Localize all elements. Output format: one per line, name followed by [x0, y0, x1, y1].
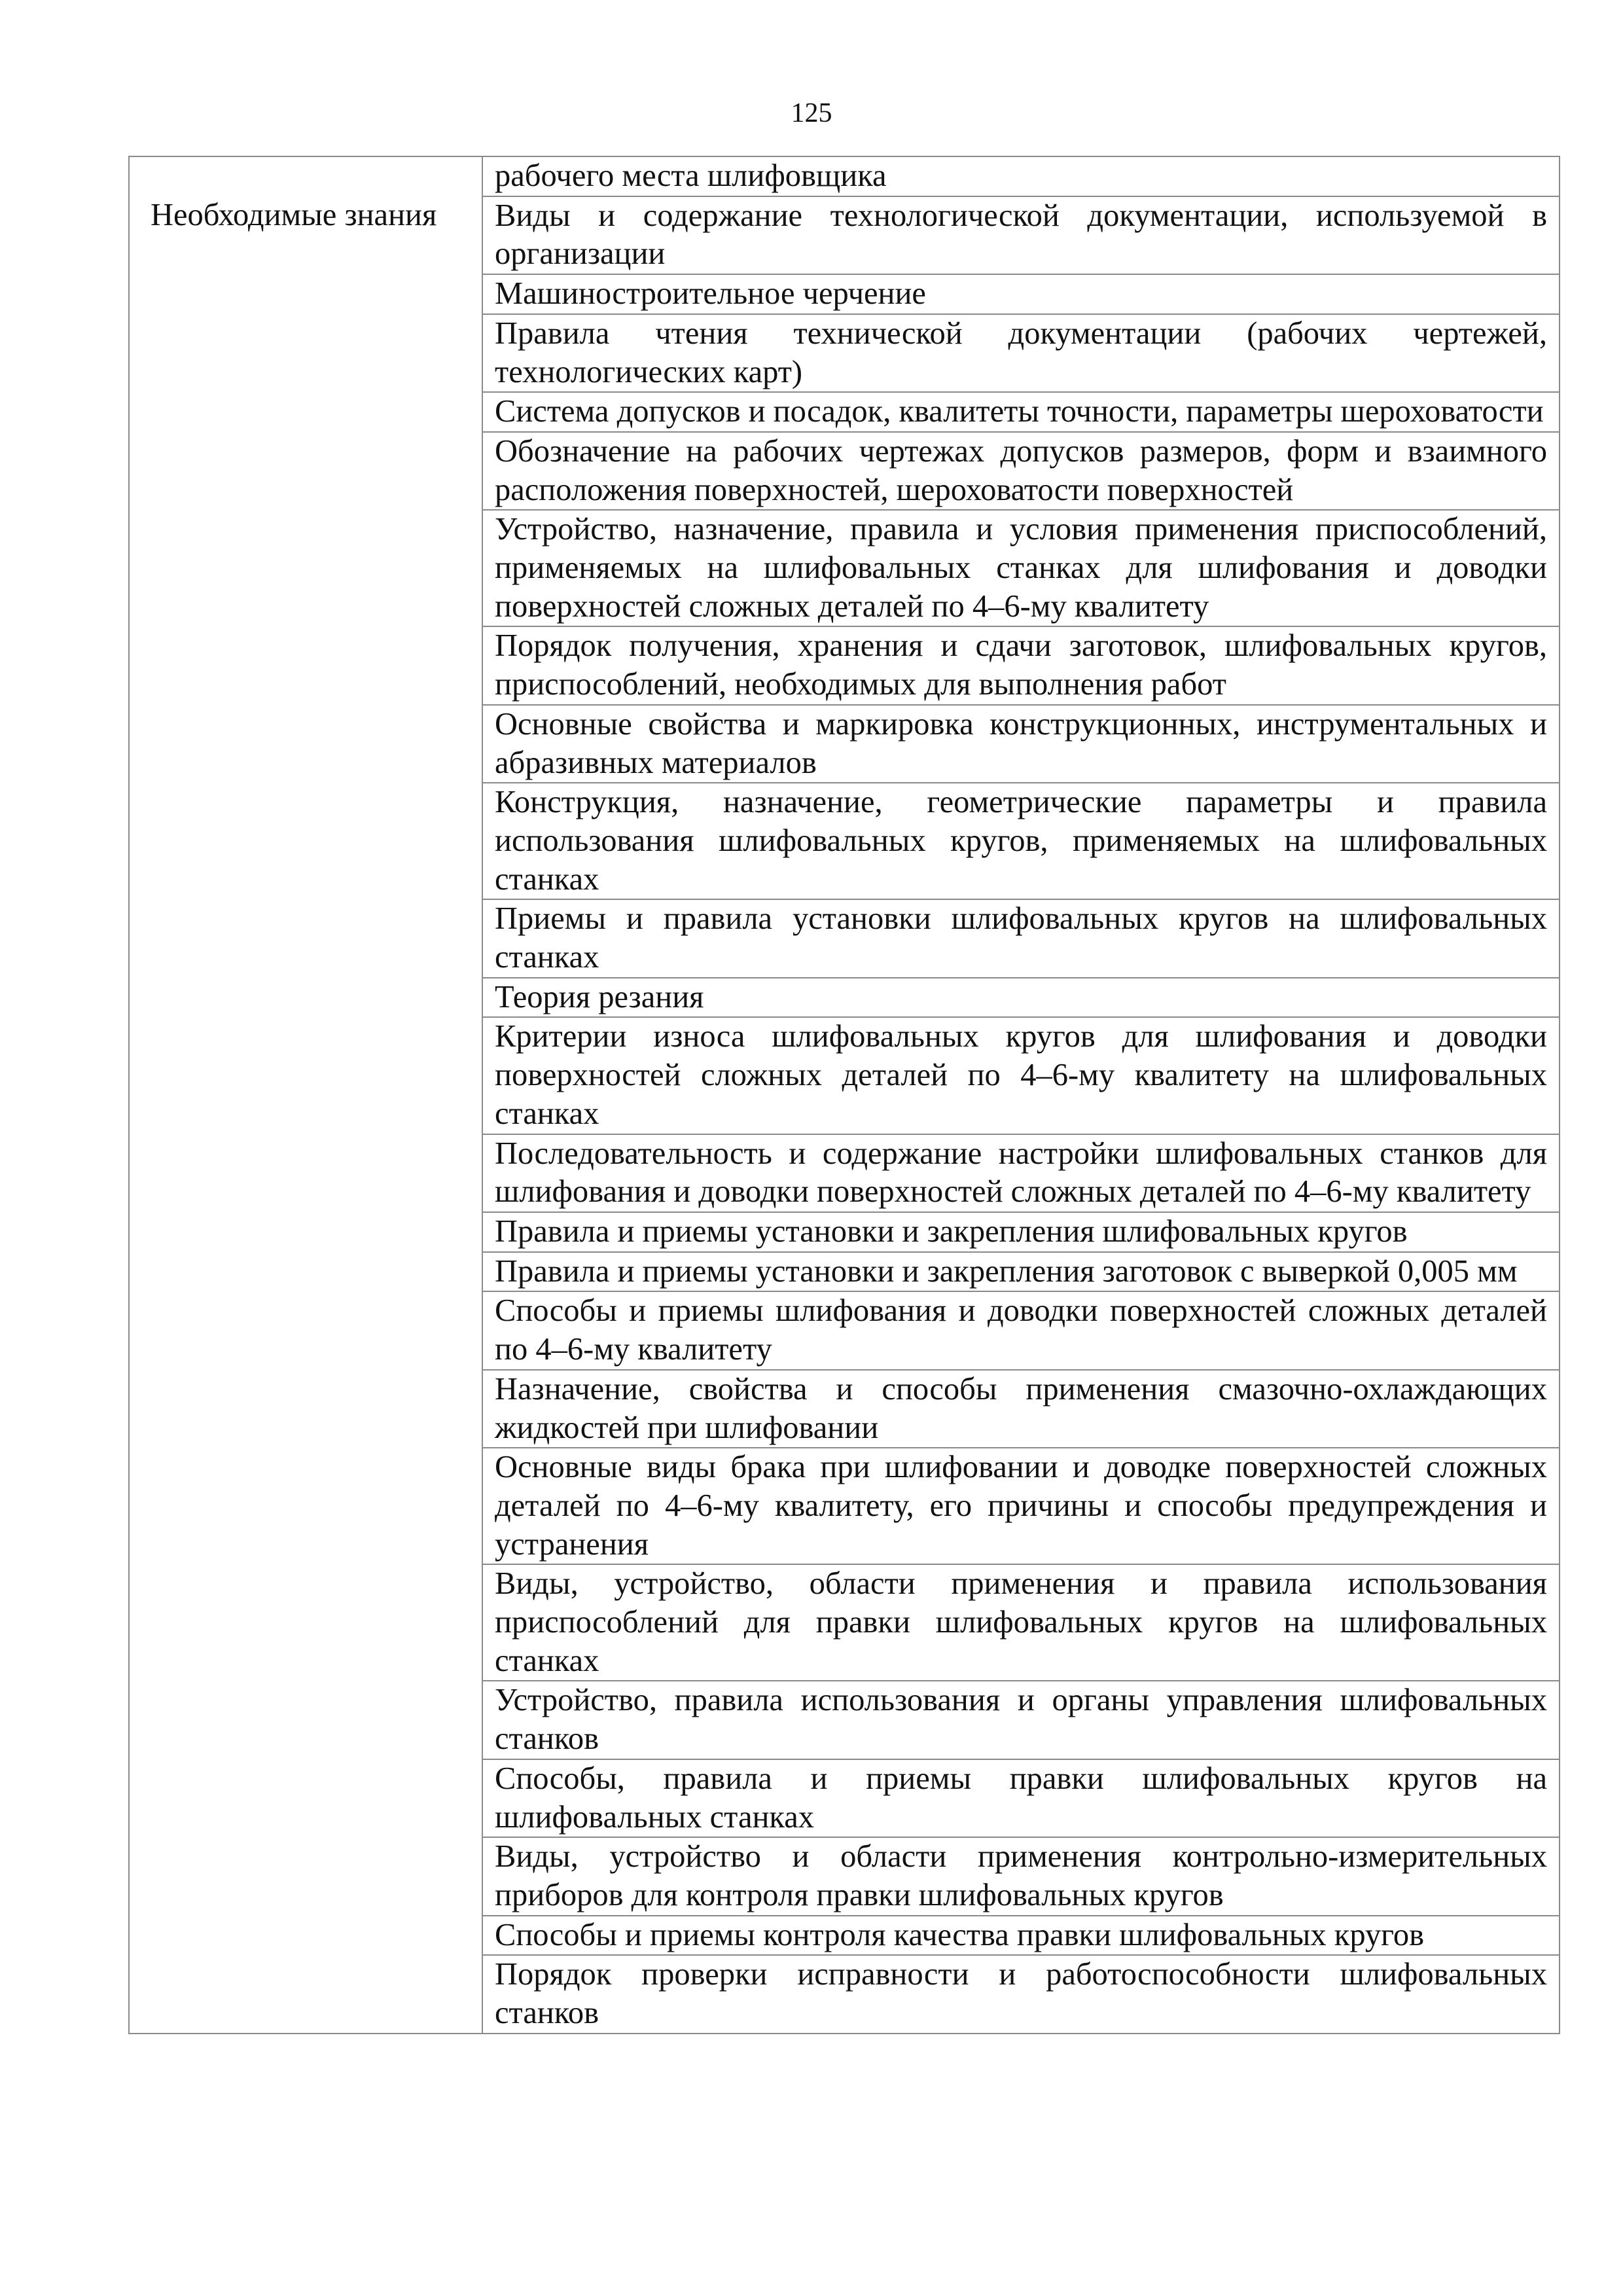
page-number: 125: [791, 98, 832, 128]
knowledge-item: Устройство, правила использования и органы управления шлифовальных станков: [495, 1683, 1547, 1757]
knowledge-item: Конструкция, назначение, геометрические параметры и правила использования шлифовальных кругов, применяемых на шлифовальных станках: [495, 785, 1547, 897]
knowledge-item-cell: [482, 510, 1560, 626]
knowledge-item: Назначение, свойства и способы применения смазочно-охлаждающих жидкостей при шлифовании: [495, 1371, 1547, 1445]
knowledge-item: Основные виды брака при шлифовании и доводке поверхностей сложных деталей по 4–6-му квалитету, его причины и способы предупреждения и устранения: [495, 1450, 1547, 1562]
knowledge-item-cell: [482, 314, 1560, 392]
knowledge-item-cell: [482, 705, 1560, 783]
knowledge-item: Способы, правила и приемы правки шлифовальных кругов на шлифовальных станках: [495, 1761, 1547, 1835]
knowledge-item-cell: [482, 432, 1560, 510]
knowledge-item: Теория резания: [495, 979, 704, 1014]
knowledge-item: Основные свойства и маркировка конструкционных, инструментальных и абразивных материалов: [495, 706, 1547, 780]
knowledge-item-cell: [482, 392, 1560, 432]
knowledge-item-cell: [482, 1448, 1560, 1564]
knowledge-item-cell: [482, 1134, 1560, 1212]
table-row: [129, 196, 1560, 274]
knowledge-item: Последовательность и содержание настройки шлифовальных станков для шлифования и доводки поверхностей сложных деталей по 4–6-му квалитету: [495, 1136, 1547, 1210]
knowledge-item: Обозначение на рабочих чертежах допусков размеров, форм и взаимного расположения поверхностей, шероховатости поверхностей: [495, 433, 1547, 507]
knowledge-item: Порядок проверки исправности и работоспособности шлифовальных станков: [495, 1957, 1547, 2031]
knowledge-item-cell: [482, 1564, 1560, 1681]
knowledge-item-cell: [482, 1955, 1560, 2033]
knowledge-item-cell: [482, 1370, 1560, 1448]
knowledge-item: Правила чтения технической документации (рабочих чертежей, технологических карт): [495, 315, 1547, 389]
knowledge-item: Виды, устройство, области применения и правила использования приспособлений для правки шлифовальных кругов на шлифовальных станках: [495, 1566, 1547, 1678]
knowledge-item-cell: [482, 1759, 1560, 1837]
knowledge-item: Способы и приемы контроля качества правки шлифовальных кругов: [495, 1917, 1425, 1952]
knowledge-item-cell: [482, 1291, 1560, 1369]
knowledge-item: Устройство, назначение, правила и условия применения приспособлений, применяемых на шлифовальных станках для шлифования и доводки поверхностей сложных деталей по 4–6-му квалитету: [495, 512, 1547, 624]
knowledge-item: Виды и содержание технологической документации, используемой в организации: [495, 198, 1547, 272]
knowledge-item: Машиностроительное черчение: [495, 276, 926, 312]
continuation-text: рабочего места шлифовщика: [495, 158, 887, 193]
knowledge-item: Приемы и правила установки шлифовальных кругов на шлифовальных станках: [495, 901, 1547, 975]
knowledge-table: [128, 156, 1560, 2034]
knowledge-item: Правила и приемы установки и закрепления шлифовальных кругов: [495, 1213, 1408, 1249]
knowledge-item-cell: [482, 196, 1560, 274]
table-row: [129, 156, 1560, 196]
section-label-cell: [129, 196, 482, 2034]
knowledge-item-cell: [482, 1681, 1560, 1759]
knowledge-item: Критерии износа шлифовальных кругов для шлифования и доводки поверхностей сложных деталей по 4–6-му квалитету на шлифовальных станках: [495, 1019, 1547, 1131]
knowledge-item: Система допусков и посадок, квалитеты точности, параметры шероховатости: [495, 394, 1544, 429]
knowledge-item-cell: [482, 1252, 1560, 1292]
empty-label-cell: [129, 156, 482, 196]
knowledge-item-cell: [482, 1212, 1560, 1252]
knowledge-item-cell: [482, 978, 1560, 1018]
knowledge-item-cell: [482, 1017, 1560, 1134]
section-label: Необходимые знания: [151, 197, 437, 232]
knowledge-item-cell: [482, 1837, 1560, 1915]
knowledge-item-cell: [482, 274, 1560, 314]
knowledge-item-cell: [482, 1916, 1560, 1956]
knowledge-item: Виды, устройство и области применения контрольно-измерительных приборов для контроля правки шлифовальных кругов: [495, 1839, 1547, 1912]
knowledge-item: Способы и приемы шлифования и доводки поверхностей сложных деталей по 4–6-му квалитету: [495, 1293, 1547, 1367]
knowledge-item: Правила и приемы установки и закрепления заготовок с выверкой 0,005 мм: [495, 1253, 1518, 1289]
knowledge-item-cell: [482, 626, 1560, 704]
knowledge-item-cell: [482, 899, 1560, 977]
table-body: [129, 156, 1560, 2034]
knowledge-item-cell: [482, 783, 1560, 899]
knowledge-item: Порядок получения, хранения и сдачи заготовок, шлифовальных кругов, приспособлений, необходимых для выполнения работ: [495, 628, 1547, 702]
continuation-cell: [482, 156, 1560, 196]
